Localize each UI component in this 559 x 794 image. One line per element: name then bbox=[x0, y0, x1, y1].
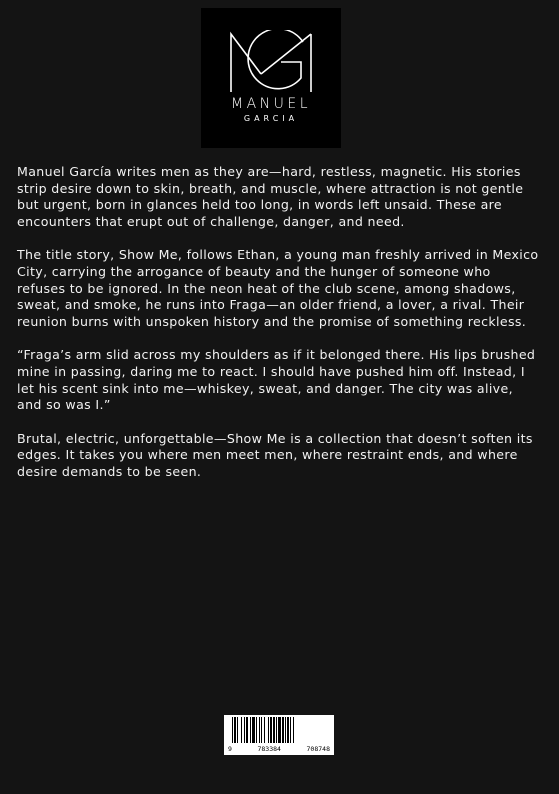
blurb-paragraph: Brutal, electric, unforgettable—Show Me is a collection that doesn’t soften its edges. It takes you where men meet men, where restraint ends, and where desire demands to be seen. bbox=[17, 430, 533, 479]
barcode-digit-first: 9 bbox=[228, 745, 232, 753]
blurb-paragraph: Manuel García writes men as they are—hard, restless, magnetic. His stories strip desire down to skin, breath, and muscle, where attraction is not gentle but urgent, born in glances held too long, in words left unsaid. These are encounters that erupt out of challenge, danger, and need. bbox=[17, 164, 524, 229]
book-blurb bbox=[17, 164, 542, 498]
barcode-bars bbox=[224, 715, 334, 747]
author-logo bbox=[201, 8, 341, 148]
blurb-paragraph: “Fraga’s arm slid across my shoulders as if it belonged there. His lips brushed mine in passing, daring me to react. I should have pushed him off. Instead, I let his scent sink into me—whiskey, sweat, and danger. The city was alive, and so was I.” bbox=[17, 347, 536, 413]
blurb-paragraph: The title story, Show Me, follows Ethan, a young man freshly arrived in Mexico City, carrying the arrogance of beauty and the hunger of someone who refuses to be ignored. In the neon heat of the club scene, among shadows, sweat, and smoke, he runs into Fraga—an older friend, a lover, a rival. Their reunion burns with unspoken history and the promise of something reckless. bbox=[17, 247, 539, 329]
mg-monogram-icon bbox=[229, 30, 313, 92]
barcode-digit-group1: 783384 bbox=[257, 745, 281, 753]
isbn-barcode bbox=[224, 715, 334, 755]
author-first-name: MANUEL bbox=[230, 96, 312, 112]
barcode-digits bbox=[224, 745, 334, 753]
author-last-name: GARCIA bbox=[243, 114, 299, 123]
barcode-digit-group2: 708748 bbox=[306, 745, 330, 753]
